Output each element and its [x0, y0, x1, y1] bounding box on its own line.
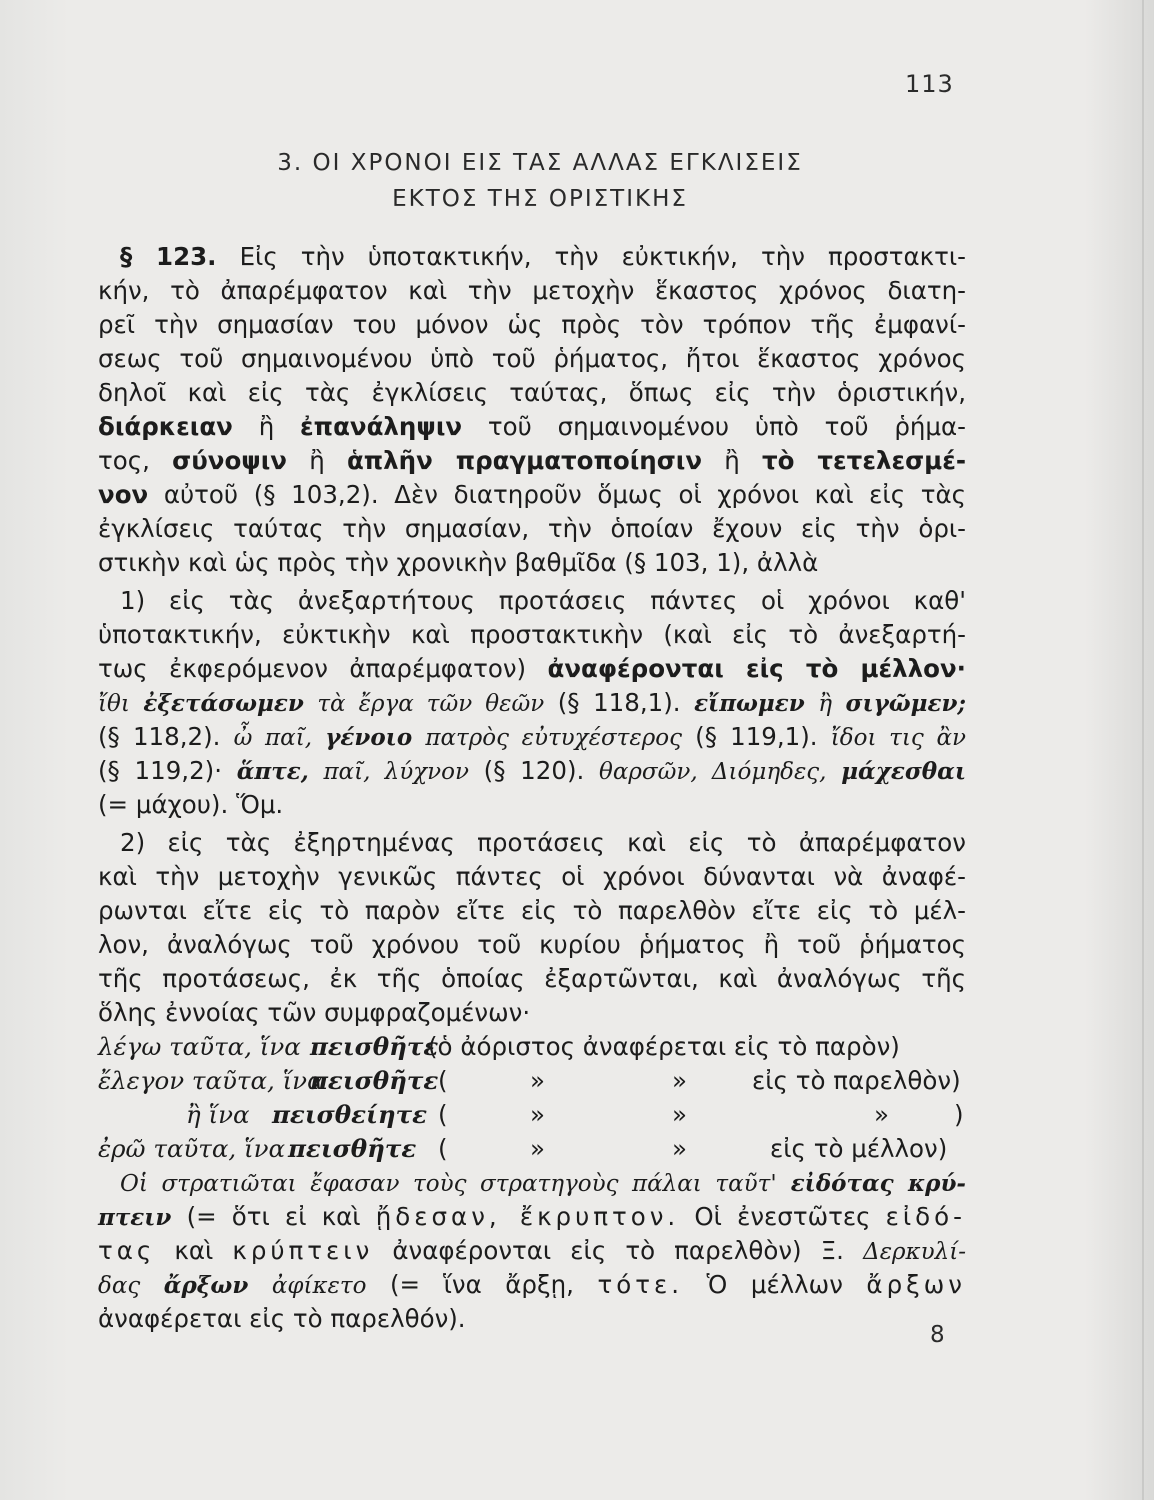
- para3-line5: τῆς προτάσεως, ἐκ τῆς ὁποίας ἐξαρτῶνται, καὶ ἀναλόγως τῆς: [98, 964, 966, 993]
- para1-line3: ρεῖ τὴν σημασίαν του μόνον ὡς πρὸς τὸν τρόπον τῆς ἐμφανί-: [98, 310, 966, 339]
- para1-line9: ἐγκλίσεις ταύτας τὴν σημασίαν, τὴν ὁποίαν ἔχουν εἰς τὴν ὁρι-: [98, 514, 966, 543]
- para2-example1: ἴθι ἐξετάσωμεν τὰ ἔργα τῶν θεῶν (§ 118,1). εἴπωμεν ἢ σιγῶμεν;: [98, 688, 966, 717]
- para1-line7: τος, σύνοψιν ἢ ἁπλῆν πραγματοποίησιν ἢ τὸ τετελεσμέ-: [98, 446, 967, 475]
- para3-line1: 2) εἰς τὰς ἐξηρτημένας προτάσεις καὶ εἰς τὸ ἀπαρέμφατον: [120, 828, 966, 857]
- para2-line3: τως ἐκφερόμενον ἀπαρέμφατον) ἀναφέρονται εἰς τὸ μέλλον·: [98, 654, 966, 683]
- section-number: § 123.: [120, 242, 217, 271]
- para4-line2: πτειν (= ὅτι εἰ καὶ ᾔδεσαν, ἔκρυπτον. Οἱ ἐνεστῶτες εἰδό-: [98, 1202, 966, 1231]
- para2-line2: ὑποτακτικήν, εὐκτικὴν καὶ προστακτικὴν (καὶ εἰς τὸ ἀνεξαρτή-: [98, 620, 966, 649]
- para4-line3: τας καὶ κρύπτειν ἀναφέρονται εἰς τὸ παρελθὸν) Ξ. Δερκυλί-: [98, 1236, 966, 1265]
- para2-example2: (§ 118,2). ὦ παῖ, γένοιο πατρὸς εὐτυχέστερος (§ 119,1). ἴδοι τις ἂν: [98, 722, 966, 751]
- para1-line4: σεως τοῦ σημαινομένου ὑπὸ τοῦ ῥήματος, ἤτοι ἕκαστος χρόνος: [98, 344, 966, 373]
- page-edge: [1142, 0, 1144, 1500]
- para3-line6: ὅλης ἐννοίας τῶν συμφραζομένων·: [98, 998, 531, 1027]
- table-row-3: ἢ ἵνα πεισθείητε ( » » » ): [186, 1100, 964, 1129]
- table-row-2: ἔλεγον ταῦτα, ἵνα πεισθῆτε ( » » εἰς τὸ παρελθὸν): [98, 1066, 961, 1095]
- para1-line10: στικὴν καὶ ὡς πρὸς τὴν χρονικὴν βαθμῖδα (§ 103, 1), ἀλλὰ: [98, 548, 819, 577]
- para3-line3: ρωνται εἴτε εἰς τὸ παρὸν εἴτε εἰς τὸ παρελθὸν εἴτε εἰς τὸ μέλ-: [98, 896, 966, 925]
- para1-line8: νον αὐτοῦ (§ 103,2). Δὲν διατηροῦν ὅμως οἱ χρόνοι καὶ εἰς τὰς: [98, 480, 966, 509]
- para4-line4: δας ἄρξων ἀφίκετο (= ἵνα ἄρξῃ, τότε. Ὁ μέλλων ἄρξων: [98, 1270, 966, 1299]
- para3-line2: καὶ τὴν μετοχὴν γενικῶς πάντες οἱ χρόνοι δύνανται νὰ ἀναφέ-: [98, 862, 966, 891]
- table-row-1: λέγω ταῦτα, ἵνα πεισθῆτε (ὁ ἀόριστος ἀναφέρεται εἰς τὸ παρὸν): [98, 1032, 900, 1061]
- para2-example4: (= μάχου). Ὅμ.: [98, 790, 284, 819]
- para1-line5: δηλοῖ καὶ εἰς τὰς ἐγκλίσεις ταύτας, ὅπως εἰς τὴν ὁριστικήν,: [98, 378, 966, 407]
- section-heading-line2: ΕΚΤΟΣ ΤΗΣ ΟΡΙΣΤΙΚΗΣ: [392, 186, 688, 212]
- signature-mark: 8: [930, 1322, 945, 1348]
- para4-line5: ἀναφέρεται εἰς τὸ παρελθόν).: [98, 1304, 466, 1333]
- para1-line6: διάρκειαν ἢ ἐπανάληψιν τοῦ σημαινομένου ὑπὸ τοῦ ῥήμα-: [98, 412, 967, 441]
- para1-line1: § 123. Εἰς τὴν ὑποτακτικήν, τὴν εὐκτικήν, τὴν προστακτι-: [120, 242, 967, 271]
- page-number: 113: [905, 70, 954, 98]
- para1-line2: κήν, τὸ ἀπαρέμφατον καὶ τὴν μετοχὴν ἕκαστος χρόνος διατη-: [98, 276, 966, 305]
- para3-line4: λον, ἀναλόγως τοῦ χρόνου τοῦ κυρίου ῥήματος ἢ τοῦ ῥήματος: [98, 930, 966, 959]
- para2-line1: 1) εἰς τὰς ἀνεξαρτήτους προτάσεις πάντες οἱ χρόνοι καθ': [120, 586, 966, 615]
- para2-example3: (§ 119,2)· ἅπτε, παῖ, λύχνον (§ 120). θαρσῶν, Διόμηδες, μάχεσθαι: [98, 756, 966, 785]
- para4-line1: Οἱ στρατιῶται ἔφασαν τοὺς στρατηγοὺς πάλαι ταῦτ' εἰδότας κρύ-: [120, 1170, 966, 1197]
- table-row-4: ἐρῶ ταῦτα, ἵνα πεισθῆτε ( » » εἰς τὸ μέλλον): [98, 1134, 948, 1163]
- section-heading-line1: 3. ΟΙ ΧΡΟΝΟΙ ΕΙΣ ΤΑΣ ΑΛΛΑΣ ΕΓΚΛΙΣΕΙΣ: [277, 150, 803, 176]
